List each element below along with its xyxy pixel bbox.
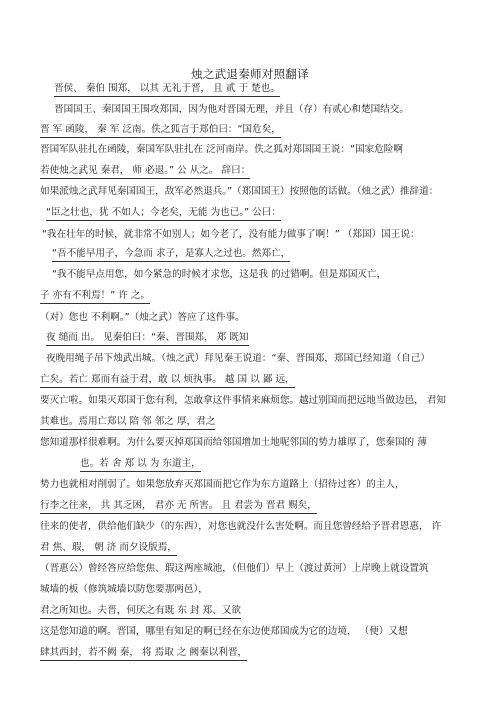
line-19-classical: 也。若 舍 郑 以 为 东道主，: [80, 458, 201, 472]
line-11-classical: 子 亦有不利焉！” 许 之。: [40, 290, 150, 304]
line-02-translation: 晋国国王、秦国国王围攻郑国，因为他对晋国无理，并且（存）有贰心和楚国结交。: [54, 104, 409, 115]
line-21-classical: 行李之往来， 共 其乏困， 君亦 无 所害。 且 君尝为 晋君 赐矣，: [40, 500, 317, 514]
line-22-translation: 往来的使者，供给他们缺少（的东西），对您也就没什么害处啊。而且您曾经给予晋君恩惠， 许: [40, 521, 442, 532]
line-08-translation: “我在壮年的时候，就非常不如别人；如今老了，没有能力做事了啊！” （郑国）国王说：: [42, 229, 420, 240]
line-01-classical: 晋侯、 秦伯 围郑， 以其 无礼于晋， 且 贰 于 楚也。: [54, 83, 280, 97]
line-17-classical: 其难也。焉用亡郑以 陪 邻 邻之 厚，君之: [40, 416, 215, 430]
line-06-translation: 如果派烛之武拜见秦国国王，敌军必然退兵。”（郑国国王）按照他的话做。（烛之武）推辞道：: [40, 186, 439, 197]
line-04-translation: 晋国军队驻扎在函陵，秦国军队驻扎在 泛河南岸。佚之狐对郑国国王说：“国家危险啊: [40, 144, 403, 155]
line-10-translation: “我不能早点用您，如今紧急的时候才求您，这是我 的过错啊。但是郑国灭亡，: [52, 269, 387, 280]
line-05-classical: 若使烛之武见 秦君， 师 必退。” 公 从之。 辞曰：: [40, 165, 250, 179]
line-13-classical: 夜 缒而 出。 见秦伯曰：“秦、晋围郑， 郑 既知: [46, 332, 249, 346]
line-24-translation: （晋惠公）曾经答应给您焦、瑕这两座城池，（但他们）早上（渡过黄河）上岸晚上就设置筑: [40, 563, 429, 574]
line-12-translation: （对）您也 不利啊。”（烛之武）答应了这件事。: [40, 312, 245, 323]
line-27-translation: 这是您知道的啊。晋国，哪里有知足的啊已经在东边使郑国成为它的边境， （便）又想: [40, 626, 408, 637]
document-title: 烛之武退秦师对照翻译: [191, 67, 309, 81]
line-26-classical: 君之所知也。夫晋，何厌之有既 东 封 郑、又欲: [40, 605, 241, 619]
line-07-classical: “臣之壮也，犹 不如人；今老矣，无能 为也已。” 公曰：: [46, 207, 281, 221]
line-03-classical: 晋 军 函陵， 秦 军 泛南。佚之狐言于郑伯曰：“国危矣，: [40, 124, 281, 138]
line-15-classical: 亡矣。若亡 郑而有益于君，敢 以 烦执事。 越 国 以 鄙 远，: [40, 374, 295, 388]
line-16-translation: 要灭亡啦。如果灭郑国于您有利，怎敢拿这件事情来麻烦您。越过别国而把远地当做边邑， 君知: [40, 395, 446, 406]
line-20-translation: 势力也就相对削弱了。如果您放弃灭郑国而把它作为东方道路上（招待过客）的主人，: [40, 479, 405, 490]
line-18-translation: 您知道那样很难啊。为什么要灭掉郑国而给邻国增加土地呢邻国的势力雄厚了，您秦国的 薄: [40, 437, 427, 448]
line-14-translation: 夜晚用绳子吊下烛武出城。（烛之武）拜见秦王说道：“秦、晋围郑，郑国已经知道（自己）: [46, 353, 430, 364]
line-28-classical: 肆其西封，若不阙 秦， 将 焉取 之 阙秦以利晋，: [40, 647, 247, 661]
line-25-translation: 城墙的板（修筑城墙以防您要那两邑），: [40, 584, 208, 595]
line-09-classical: “吾不能早用子，今急而 求子，是寡人之过也。然郑亡，: [52, 248, 290, 262]
line-23-classical: 君 焦、瑕， 朝 济 而夕设版焉，: [40, 542, 177, 556]
